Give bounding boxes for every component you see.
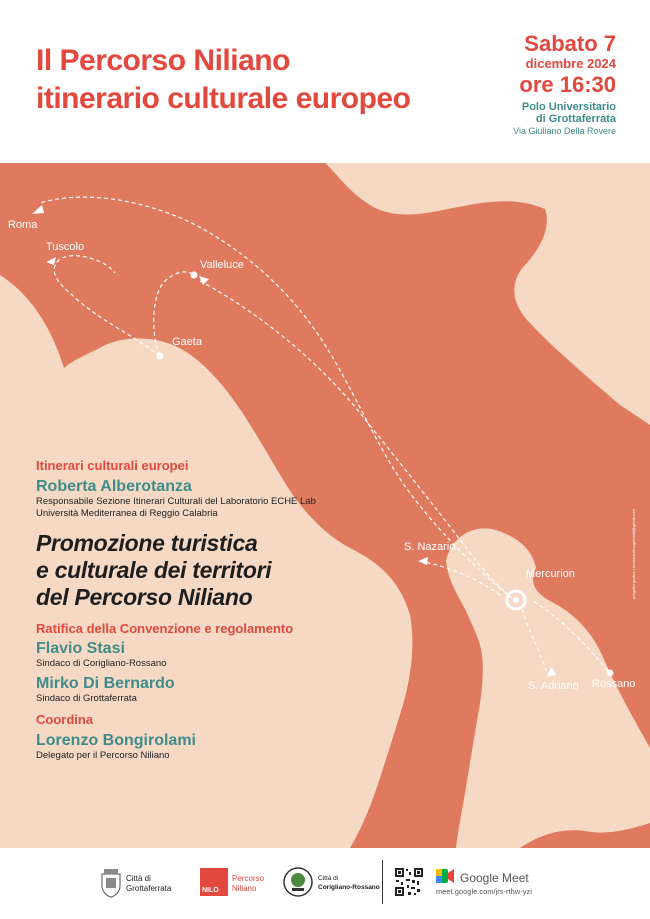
label-mercurion: Mercurion xyxy=(526,568,575,580)
main-title xyxy=(36,530,396,611)
route-mercurion-sadriano xyxy=(522,609,548,675)
label-snazario: S. Nazario xyxy=(404,541,456,553)
design-credit: progetto grafico | mariacristinagrimaldi@gmail.com xyxy=(631,508,636,599)
event-address: Via Giuliano Della Rovere xyxy=(513,126,616,136)
event-day: Sabato 7 xyxy=(524,31,616,56)
main-title-line1: Promozione turistica xyxy=(36,530,258,556)
main-title-line2: e culturale dei territori xyxy=(36,557,272,583)
corigliano-line2: Corigliano-Rossano xyxy=(318,884,380,891)
mercurion-marker xyxy=(507,591,525,609)
percorso-line1: Percorso xyxy=(232,874,265,883)
label-gaeta: Gaeta xyxy=(172,336,202,348)
footer xyxy=(0,848,650,919)
nilo-mark: NILO xyxy=(202,887,219,894)
grottaferrata-line2: Grottaferrata xyxy=(126,884,172,893)
dot-valleluce xyxy=(191,272,198,279)
event-venue-line2: di Grottaferrata xyxy=(535,113,616,125)
label-rossano: Rossano xyxy=(592,678,636,690)
section2-label: Ratifica della Convenzione e regolamento xyxy=(36,621,294,636)
speaker1-name: Roberta Alberotanza xyxy=(36,478,192,495)
arrow-sadriano xyxy=(546,667,556,677)
section3-label: Coordina xyxy=(36,712,94,727)
speaker1-role1: Responsabile Sezione Itinerari Culturali del Laboratorio ECHE Lab xyxy=(36,496,316,507)
corigliano-line1: Città di xyxy=(318,875,339,882)
speaker4-name: Lorenzo Bongirolami xyxy=(36,732,196,749)
dot-rossano xyxy=(607,670,614,677)
section1-label: Itinerari culturali europei xyxy=(36,458,189,473)
qr-code-icon[interactable] xyxy=(394,867,424,897)
main-title-line3: del Percorso Niliano xyxy=(36,584,253,610)
grottaferrata-line1: Città di xyxy=(126,874,151,883)
header xyxy=(0,0,650,163)
title-line2: itinerario culturale europeo xyxy=(36,82,411,115)
label-valleluce: Valleluce xyxy=(200,259,244,271)
corigliano-emblem-icon xyxy=(282,866,314,898)
event-venue-line1: Polo Universitario xyxy=(521,101,616,113)
speaker2-role: Sindaco di Corigliano-Rossano xyxy=(36,658,167,669)
title-line1: Il Percorso Niliano xyxy=(36,44,290,77)
event-time: ore 16:30 xyxy=(519,72,616,97)
label-tuscolo: Tuscolo xyxy=(46,241,85,253)
footer-divider xyxy=(382,860,383,904)
percorso-niliano-logo xyxy=(200,868,228,896)
land-sicily xyxy=(520,823,650,848)
percorso-line2: Niliano xyxy=(232,884,257,893)
label-sadriano: S. Adriano xyxy=(528,680,579,692)
dot-gaeta xyxy=(157,353,164,360)
program xyxy=(36,458,396,762)
grottaferrata-crest-icon xyxy=(100,868,122,898)
speaker1-role2: Università Mediterranea di Reggio Calabria xyxy=(36,508,218,519)
speaker3-name: Mirko Di Bernardo xyxy=(36,675,175,692)
speaker3-role: Sindaco di Grottaferrata xyxy=(36,693,137,704)
google-meet-title: Google Meet xyxy=(460,871,529,885)
speaker2-name: Flavio Stasi xyxy=(36,640,125,657)
speaker4-role: Delegato per il Percorso Niliano xyxy=(36,750,170,761)
google-meet-link[interactable]: meet.google.com/jrs-rthw-yzi xyxy=(436,887,532,896)
event-month: dicembre 2024 xyxy=(525,56,616,71)
label-roma: Roma xyxy=(8,219,38,231)
event-info xyxy=(513,32,616,137)
google-meet-icon[interactable] xyxy=(436,869,454,883)
